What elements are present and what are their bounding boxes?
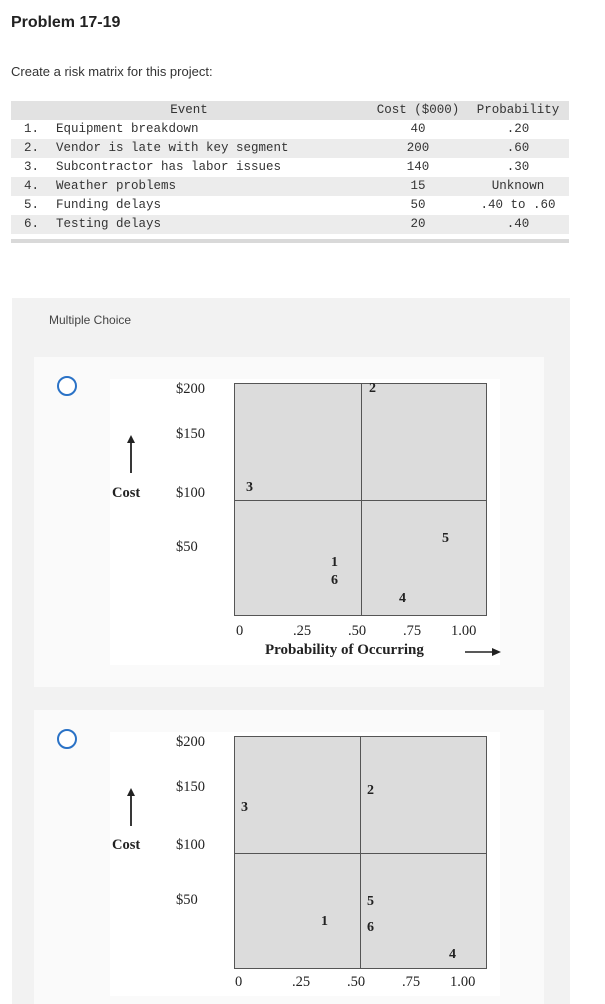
row-probability: .30 [506, 160, 530, 174]
right-arrow-icon [465, 647, 501, 657]
problem-prompt: Create a risk matrix for this project: [11, 64, 213, 79]
radio-button-1[interactable] [57, 376, 77, 396]
row-number: 1. [24, 122, 40, 136]
row-event: Funding delays [56, 198, 162, 212]
question-type-label: Multiple Choice [49, 313, 132, 327]
row-event: Equipment breakdown [56, 122, 199, 136]
events-table [11, 101, 569, 243]
x-tick: .75 [402, 974, 421, 990]
events-table-header [11, 101, 569, 120]
y-tick: $100 [176, 485, 205, 501]
risk-point-5: 5 [367, 894, 374, 909]
header-probability: Probability [476, 103, 560, 117]
matrix-grid [234, 736, 487, 969]
row-probability: .60 [506, 141, 530, 155]
problem-title: Problem 17-19 [11, 14, 121, 31]
x-tick: 1.00 [450, 974, 476, 990]
risk-point-6: 6 [367, 920, 374, 935]
y-axis-label: Cost [112, 485, 141, 501]
risk-point-3: 3 [241, 800, 248, 815]
row-event: Weather problems [56, 179, 177, 193]
row-event: Subcontractor has labor issues [56, 160, 282, 174]
x-tick: .50 [347, 974, 366, 990]
row-cost: 15 [410, 179, 426, 193]
x-tick: .25 [292, 974, 311, 990]
table-row [11, 215, 569, 234]
y-tick: $150 [176, 779, 205, 795]
risk-point-1: 1 [331, 555, 338, 570]
risk-point-6: 6 [331, 573, 338, 588]
up-arrow-icon [127, 788, 135, 826]
risk-point-2: 2 [369, 381, 376, 396]
table-row [11, 139, 569, 158]
answer-option-1[interactable] [34, 357, 544, 687]
row-probability: Unknown [491, 179, 545, 193]
y-tick: $50 [176, 892, 198, 908]
up-arrow-icon [127, 435, 135, 473]
risk-point-3: 3 [246, 480, 253, 495]
table-row [11, 177, 569, 196]
y-tick: $200 [176, 381, 205, 397]
header-cost: Cost ($000) [376, 103, 460, 117]
quadrant-divider-horizontal [235, 853, 486, 854]
risk-point-5: 5 [442, 531, 449, 546]
y-tick: $50 [176, 539, 198, 555]
row-number: 4. [24, 179, 40, 193]
answer-option-2[interactable] [34, 710, 544, 1004]
row-number: 5. [24, 198, 40, 212]
y-tick: $100 [176, 837, 205, 853]
multiple-choice-panel [12, 298, 570, 1004]
header-event: Event [170, 103, 208, 117]
risk-point-2: 2 [367, 783, 374, 798]
table-row [11, 196, 569, 215]
row-event: Testing delays [56, 217, 162, 231]
row-cost: 140 [406, 160, 430, 174]
row-probability: .20 [506, 122, 530, 136]
risk-matrix-2 [110, 732, 500, 996]
x-tick: 0 [235, 974, 243, 990]
y-tick: $200 [176, 734, 205, 750]
table-row [11, 158, 569, 177]
row-cost: 20 [410, 217, 426, 231]
risk-matrix-1 [110, 379, 500, 665]
row-number: 3. [24, 160, 40, 174]
risk-point-1: 1 [321, 914, 328, 929]
x-tick: 1.00 [451, 623, 477, 639]
risk-point-4: 4 [449, 947, 456, 962]
x-tick: .25 [293, 623, 312, 639]
quadrant-divider-horizontal [235, 500, 486, 501]
row-number: 6. [24, 217, 40, 231]
x-axis-label: Probability of Occurring [265, 642, 424, 658]
x-tick: 0 [236, 623, 244, 639]
table-row [11, 120, 569, 139]
row-number: 2. [24, 141, 40, 155]
table-divider [11, 239, 569, 243]
row-cost: 200 [406, 141, 430, 155]
row-cost: 50 [410, 198, 426, 212]
y-tick: $150 [176, 426, 205, 442]
radio-button-2[interactable] [57, 729, 77, 749]
row-cost: 40 [410, 122, 426, 136]
row-probability: .40 [506, 217, 530, 231]
x-tick: .75 [403, 623, 422, 639]
matrix-grid [234, 383, 487, 616]
risk-point-4: 4 [399, 591, 406, 606]
row-event: Vendor is late with key segment [56, 141, 289, 155]
row-probability: .40 to .60 [480, 198, 556, 212]
x-tick: .50 [348, 623, 367, 639]
y-axis-label: Cost [112, 837, 141, 853]
